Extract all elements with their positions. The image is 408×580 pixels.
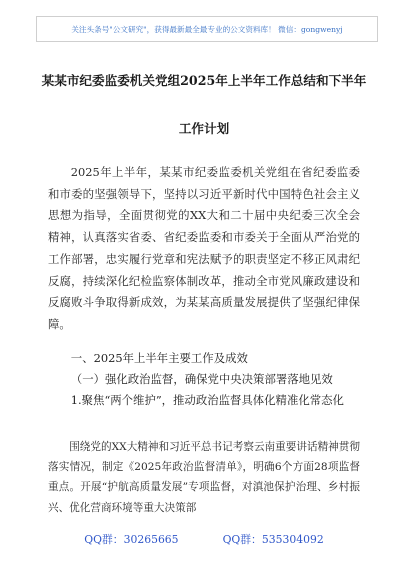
document-title-line2: 工作计划 [178,121,230,136]
subsection-heading: （一）强化政治监督，确保党中央决策部署落地见效 [70,372,333,386]
footer-qq-group-1: QQ群：30265665 [84,533,179,546]
footer-qq-group-2: QQ群：535304092 [222,533,324,546]
banner-text: 关注头条号"公文研究"，获得最新最全最专业的公文资料库！ 微信：gongwenyj [71,24,343,34]
document-title-line1: 某某市纪委监委机关党组2025年上半年工作总结和下半年 [41,73,367,88]
footer-contacts [0,532,408,552]
intro-paragraph: 2025年上半年，某某市纪委监委机关党组在省纪委监委和市委的坚强领导下，坚持以习近平新时代中国特色社会主义思想为指导，全面贯彻党的XX大和二十届中央纪委三次全会精神，认真落实省委、省纪委监委和市委关于全面从严治党的工作部署，忠实履行党章和宪法赋予的职责坚定不移正风肃纪反腐，持续深化纪检监察体制改革，推动全市党风廉政建设和反腐败斗争取得新成效，为某某高质量发展提供了坚强纪律保障。 [48,165,360,331]
item-heading: 1.聚焦“两个维护”，推动政治监督具体化精准化常态化 [70,393,344,407]
header-banner [36,16,378,42]
section-heading: 一、2025年上半年主要工作及成效 [70,351,248,365]
item-body-paragraph: 围绕党的XX大精神和习近平总书记考察云南重要讲话精神贯彻落实情况，制定《2025年政治监督清单》，明确6个方面28项监督重点。开展“护航高质量发展”专项监督，对滇池保护治理、乡村振兴、优化营商环境等重大决策部 [48,441,360,514]
